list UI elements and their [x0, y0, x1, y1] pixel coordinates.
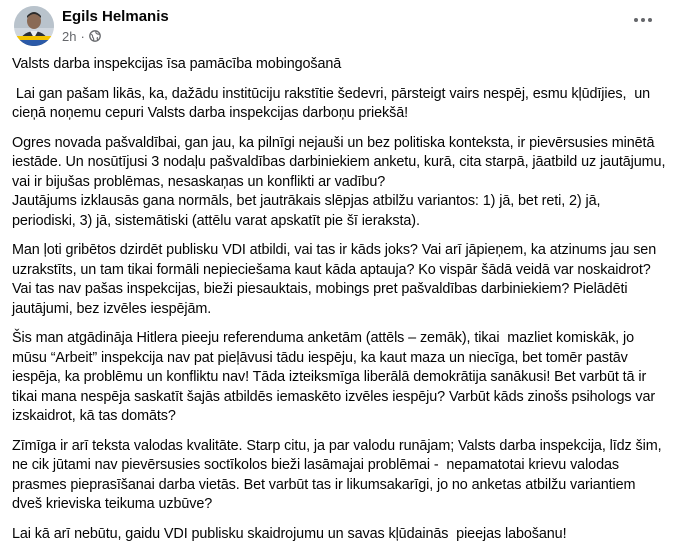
post-meta	[62, 28, 101, 44]
post-timestamp[interactable]: 2h	[62, 28, 77, 44]
post-paragraph: Ogres novada pašvaldībai, gan jau, ka pilnīgi nejauši un bez politiska konteksta, ir pievērsusies minētā iestāde. Un nosūtījusi 3 nodaļu pašvaldības darbiniekiem anketu, kurā, cita starpā, jāatbild uz jautājumu, vai ir bijušas problēmas, nesaskaņas un konflikti ar vadību? Jautājums izklausās gana normāls, bet jautrākais slēpjas atbilžu variantos: 1) jā, bet reti, 2) jā, periodiski, 3) jā, sistemātiski (attēlu varat apskatīt pie šī ieraksta).	[12, 134, 666, 229]
post-paragraph: Man ļoti gribētos dzirdēt publisku VDI atbildi, vai tas ir kāds joks? Vai arī jāpieņem, ka atzinums jau sen uzrakstīts, un tam tikai formāli nepieciešama kaut kāda aptauja? Ko vispār šādā veidā var noskaidrot? Vai tas nav pašas inspekcijas, bieži piesauktais, mobings pret pašvaldības darbiniekiem? Pielādēti jautājumi, bez izvēles iespējām.	[12, 242, 661, 317]
post-paragraph: Šis man atgādināja Hitlera pieeju referenduma anketām (attēls – zemāk), tikai mazliet komiskāk, jo mūsu “Arbeit” inspekcija nav pat pieļāvusi tādu iespēju, ka kaut maza un niecīga, bet tomēr pastāv iespēja, ka problēmu un konfliktu nav! Tāda izteiksmīga liberālā demokrātija sanākusi! Bet varbūt tā ir tikai mana nespēja saskatīt šajās atbildēs iemaskēto izvēles iespēju? Varbūt kāds zinošs psihologs var izskaidrot, kā tas domāts?	[12, 330, 659, 424]
author-name[interactable]: Egils Helmanis	[62, 8, 169, 25]
more-options-icon[interactable]	[629, 10, 657, 30]
globe-icon[interactable]	[89, 30, 101, 42]
post-header	[14, 6, 659, 48]
post-paragraph: Valsts darba inspekcijas īsa pamācība mobingošanā	[12, 56, 342, 72]
post-paragraph: Lai gan pašam likās, ka, dažādu institūciju rakstītie šedevri, pārsteigt vairs nespēj, esmu kļūdījies, un cieņā noņemu cepuri Valsts darba inspekcijas darboņu priekšā!	[12, 85, 654, 121]
post-paragraph: Zīmīga ir arī teksta valodas kvalitāte. Starp citu, ja par valodu runājam; Valsts darba inspekcija, līdz šim, ne cik jūtami nav pievērsusies soctīkolos bieži lasāmajai problēmai - nepamatotai krievu valodas prasmes pieprasīšanai darba vietās. Bet varbūt tas ir likumsakarīgi, jo no anketas atbilžu variantiem dveš krieviska teikuma uzbūve?	[12, 437, 666, 512]
author-avatar[interactable]	[14, 6, 54, 46]
post-body	[12, 55, 666, 554]
post-paragraph: Lai kā arī nebūtu, gaidu VDI publisku skaidrojumu un savas kļūdainās pieejas labošanu!	[12, 525, 567, 542]
meta-separator: ·	[80, 28, 85, 44]
profile-avatar-image	[14, 6, 54, 46]
